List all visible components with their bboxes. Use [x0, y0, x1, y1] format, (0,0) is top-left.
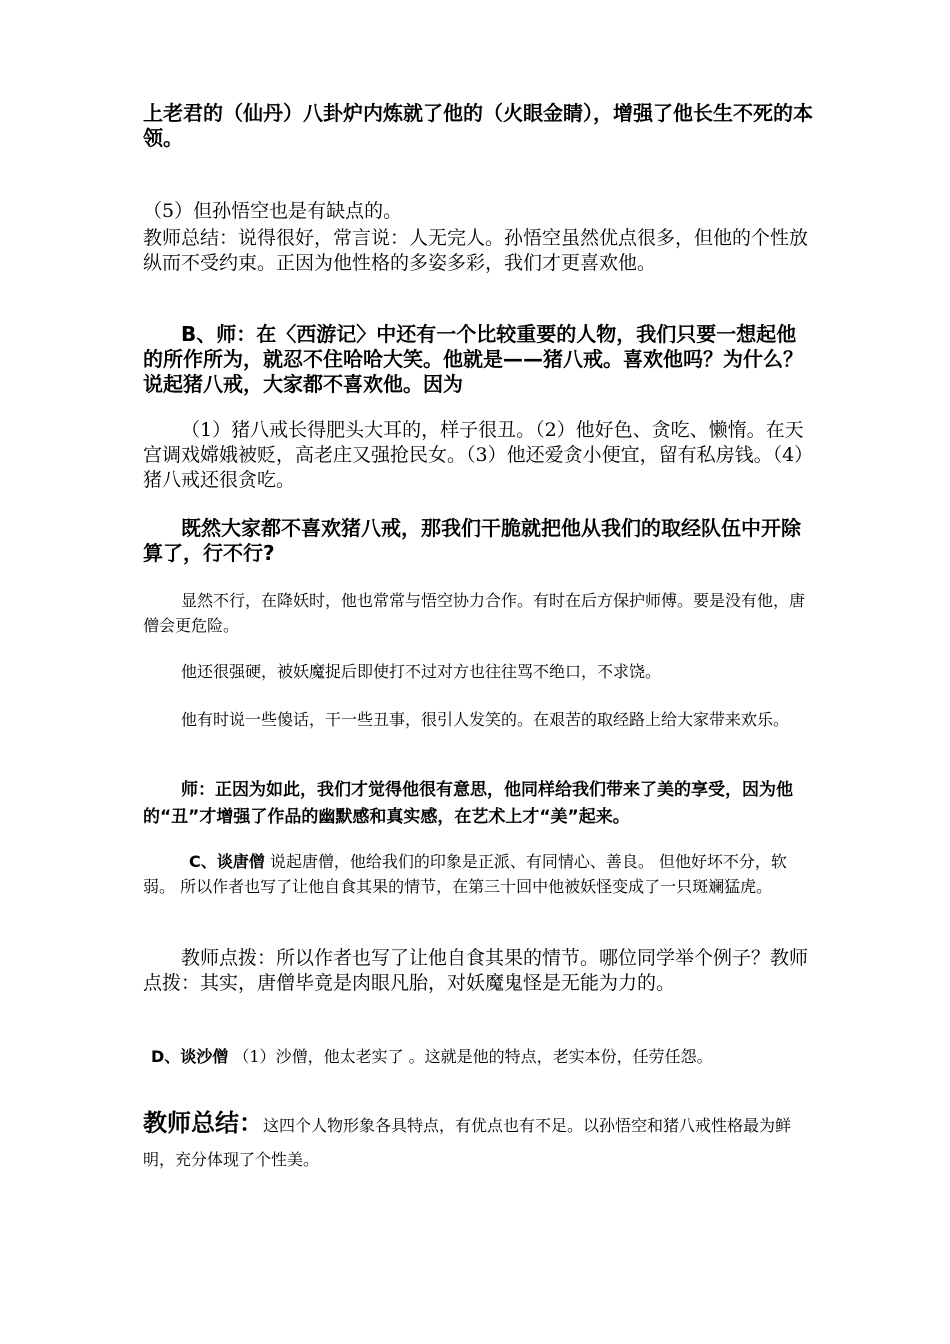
paragraph-13-text: （1）沙僧，他太老实了 。这就是他的特点，老实本份，任劳任怨。	[228, 1047, 713, 1066]
paragraph-9: 他有时说一些傻话，干一些丑事，很引人发笑的。在艰苦的取经路上给大家带来欢乐。	[181, 710, 790, 729]
paragraph-7: 显然不行，在降妖时，他也常常与悟空协力合作。有时在后方保护师傅。要是没有他，唐僧会更危险。	[143, 591, 806, 635]
summary-label: 教师总结：	[143, 1109, 263, 1137]
paragraph-4: B、师：在〈西游记〉中还有一个比较重要的人物，我们只要一想起他的所作所为，就忍不住哈哈大笑。他就是——猪八戒。喜欢他吗？为什么？说起猪八戒，大家都不喜欢他。因为	[143, 322, 803, 396]
summary-text: 这四个人物形象各具特点，有优点也有不足。以孙悟空和猪八戒性格最为鲜明，充分体现了个性美。	[143, 1116, 792, 1169]
paragraph-8: 他还很强硬，被妖魔捉后即使打不过对方也往往骂不绝口，不求饶。	[181, 662, 662, 681]
paragraph-6: 既然大家都不喜欢猪八戒，那我们干脆就把他从我们的取经队伍中开除算了，行不行?	[143, 516, 801, 565]
paragraph-5: （1）猪八戒长得肥头大耳的，样子很丑。（2）他好色、贪吃、懒惰。在天宫调戏嫦娥被贬，高老庄又强抢民女。（3）他还爱贪小便宜，留有私房钱。（4）猪八戒还很贪吃。	[143, 419, 804, 491]
paragraph-13	[143, 1044, 813, 1069]
section-label-sha-seng: D、谈沙僧	[151, 1047, 229, 1066]
section-label-tang-seng: C、谈唐僧	[189, 852, 265, 871]
paragraph-11	[143, 849, 813, 899]
paragraph-11-text: 说起唐僧，他给我们的印象是正派、有同情心、善良。 但他好坏不分，软弱。 所以作者也写了让他自食其果的情节，在第三十回中他被妖怪变成了一只斑斓猛虎。	[143, 852, 787, 896]
paragraph-1: 上老君的（仙丹）八卦炉内炼就了他的（火眼金睛），增强了他长生不死的本领。	[143, 101, 813, 150]
paragraph-14	[143, 1106, 813, 1177]
paragraph-12: 教师点拨：所以作者也写了让他自食其果的情节。哪位同学举个例子？教师点拨：其实，唐僧毕竟是肉眼凡胎，对妖魔鬼怪是无能为力的。	[143, 947, 809, 994]
paragraph-3: 教师总结：说得很好，常言说：人无完人。孙悟空虽然优点很多，但他的个性放纵而不受约束。正因为他性格的多姿多彩，我们才更喜欢他。	[143, 227, 809, 274]
paragraph-2: （5）但孙悟空也是有缺点的。	[143, 200, 403, 222]
paragraph-10: 师：正因为如此，我们才觉得他很有意思，他同样给我们带来了美的享受，因为他的“丑”才增强了作品的幽默感和真实感，在艺术上才“美”起来。	[143, 780, 793, 827]
